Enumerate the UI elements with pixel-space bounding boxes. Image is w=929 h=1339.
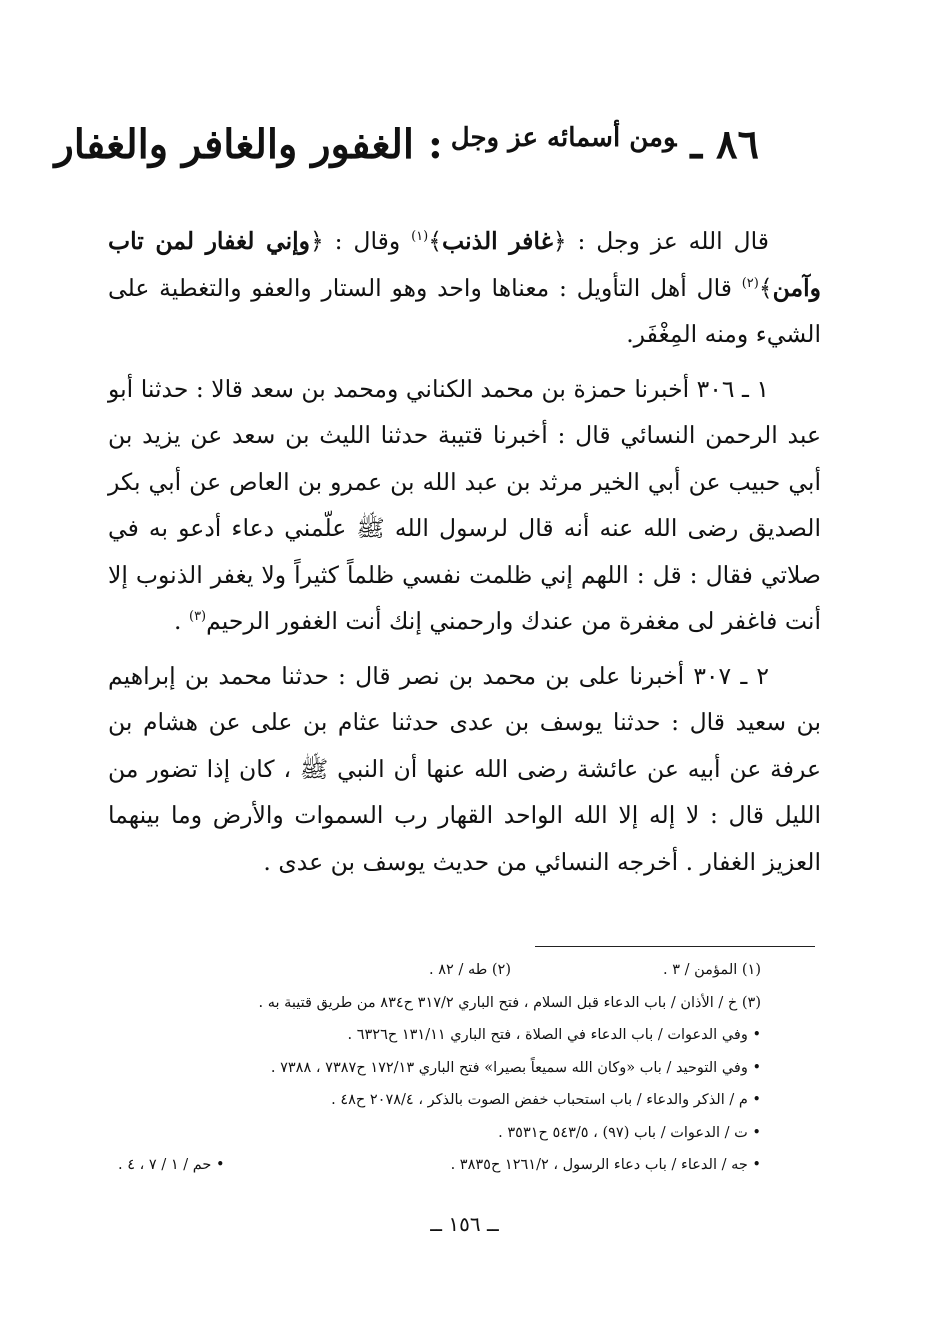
footnote-divider <box>535 946 815 947</box>
footnote-row <box>108 1084 821 1117</box>
chapter-heading <box>54 108 759 175</box>
footnote-7: • ت / الدعوات / باب (٩٧) ، ٥٤٣/٥ ح٣٥٣١ . <box>498 1124 761 1141</box>
footnote-row <box>108 1019 821 1052</box>
footnote-6: • م / الذكر والدعاء / باب استحباب خفض الصوت بالذكر ، ٢٠٧٨/٤ ح٤٨ . <box>331 1092 761 1108</box>
footnotes <box>108 954 821 1182</box>
footnote-ref-2: (٢) <box>741 275 759 291</box>
hadith-text: ١ ـ ٣٠٦ أخبرنا حمزة بن محمد الكناني ومحمد بن سعد قالا : حدثنا أبو عبد الرحمن النسائي قال : أخبرنا قتيبة حدثنا الليث بن سعد عن يزيد بن أبي حبيب عن أبي الخير مرثد بن عبد الله بن عمرو بن العاص عن أبي بكر الصديق رضى الله عنه أنه قال لرسول الله ﷺ علّمني دعاء أدعو به في صلاتي فقال : قل : اللهم إني ظلمت نفسي ظلماً كثيراً ولا يغفر الذنوب إلا أنت فاغفر لى مغفرة من عندك وارحمني إنك أنت الغفور الرحيم <box>108 374 821 635</box>
footnote-row <box>108 1052 821 1085</box>
footnote-5: • وفي التوحيد / باب «وكان الله سميعاً بصيرا» فتح الباري ١٧٢/١٣ ح٧٣٨٧ ، ٧٣٨٨ . <box>270 1059 761 1076</box>
intro-text: قال الله عز وجل : ﴿ <box>552 227 769 255</box>
chapter-number: ٨٦ ـ <box>690 121 759 168</box>
intro-text: وقال : ﴿ <box>310 227 412 255</box>
hadith-306 <box>108 366 821 645</box>
footnote-row <box>108 1117 821 1150</box>
quran-quote-2: وإني لغفار لمن تاب وآمن <box>108 227 821 302</box>
hadith-text: ٢ ـ ٣٠٧ أخبرنا على بن محمد بن نصر قال : حدثنا محمد بن إبراهيم بن سعيد قال : حدثنا يوسف بن عدى حدثنا عثام بن على عن هشام بن عرفة عن أبيه عن عائشة رضى الله عنها أن النبي ﷺ ، كان إذا تضور من الليل قال : لا إله إلا الله الواحد القهار رب السموات والأرض وما بينهما العزيز الغفار . أخرجه النسائي من حديث يوسف بن عدى . <box>108 661 821 876</box>
footnote-row <box>108 987 821 1020</box>
footnote-1: (١) المؤمن / ٣ . <box>663 962 761 978</box>
footnote-8: • جه / الدعاء / باب دعاء الرسول ، ١٢٦١/٢ ح٣٨٣٥ . <box>450 1157 761 1173</box>
quran-quote-1: غافر الذنب <box>442 227 553 255</box>
footnote-ref-3: (٣) <box>188 609 207 625</box>
footnote-2: (٢) طه / ٨٢ . <box>429 962 511 978</box>
chapter-subtitle: ومن أسمائه عز وجل <box>450 123 677 153</box>
footnote-4: • وفي الدعوات / باب الدعاء في الصلاة ، فتح الباري ١٣١/١١ ح٦٣٢٦ . <box>347 1027 761 1043</box>
footnote-row <box>108 1149 821 1182</box>
hadith-307 <box>108 653 821 886</box>
page-number: ــ ١٥٦ ــ <box>430 1212 499 1236</box>
bracket: ﴾ <box>428 227 443 255</box>
footnote-3: (٣) خ / الأذان / باب الدعاء قبل السلام ، فتح الباري ٣١٧/٢ ح٨٣٤ من طريق قتيبة به . <box>258 994 761 1011</box>
intro-paragraph <box>108 218 821 358</box>
hadith-end: . <box>174 607 189 635</box>
footnote-ref-1: (١) <box>411 229 429 245</box>
main-text <box>108 218 821 885</box>
footnote-9: • حم / ١ / ٧ ، ٤ . <box>118 1157 225 1173</box>
footnote-row <box>108 954 821 987</box>
intro-text: قال أهل التأويل : معناها واحد وهو الستار والعفو والتغطية على الشيء ومنه المِغْفَر. <box>108 273 821 348</box>
bracket: ﴾ <box>758 273 773 302</box>
chapter-title: : الغفور والغافر والغفار <box>54 121 443 168</box>
